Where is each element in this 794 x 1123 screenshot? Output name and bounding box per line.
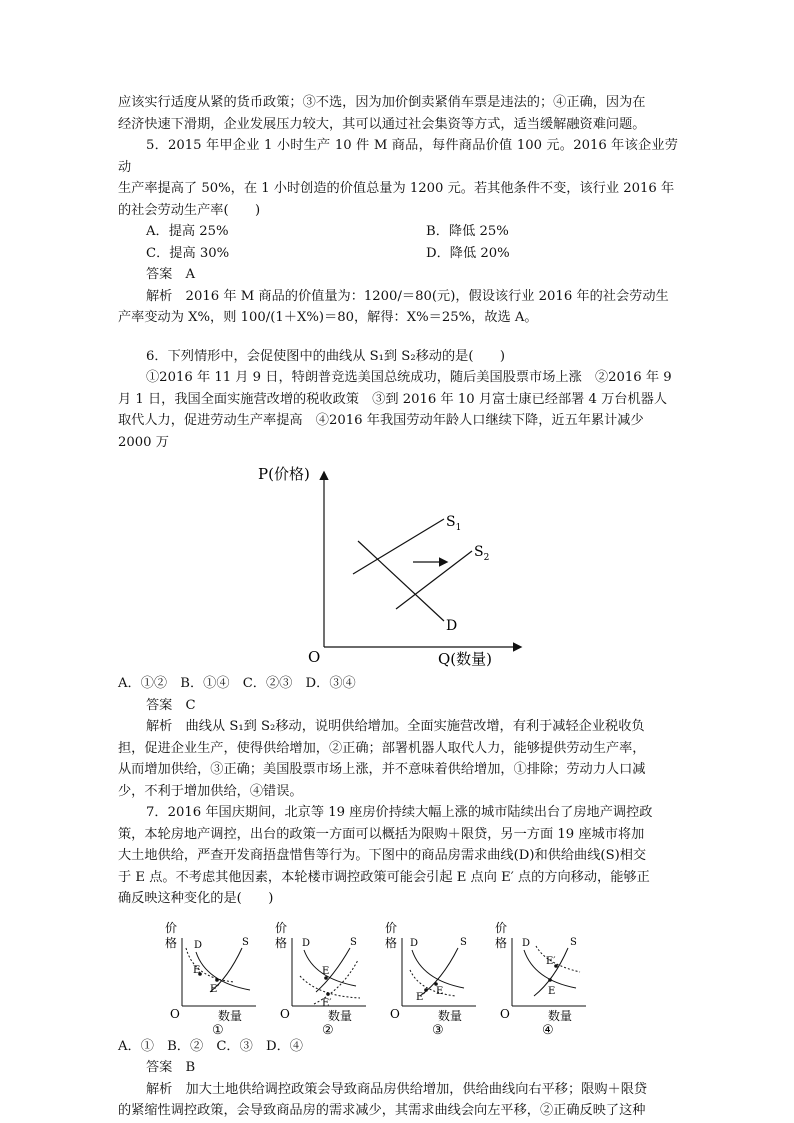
small-diagram-1: [160, 920, 256, 1036]
explanation: 解析 加大土地供给调控政策会导致商品房供给增加，供给曲线向右平移；限购＋限贷: [146, 1081, 648, 1097]
question-5: 5．2015 年甲企业 1 小时生产 10 件 M 商品，每件商品价值 100 元。2016 年该企业劳动: [118, 138, 678, 175]
svg-text:价: 价: [495, 920, 508, 935]
svg-text:S: S: [570, 936, 577, 948]
options: A．① B．② C．③ D．④: [118, 1038, 303, 1054]
text-line: ①2016 年 11 月 9 日，特朗普竞选美国总统成功，随后美国股票市场上涨 ②2016 年 9: [146, 370, 672, 385]
document-page: [118, 92, 678, 1122]
text-line: 月 1 日，我国全面实施营改增的税收政策 ③到 2016 年 10 月富士康已经部署 4 万台机器人: [118, 391, 668, 407]
svg-text:数量: 数量: [328, 1008, 353, 1023]
origin-label: O: [308, 648, 321, 666]
s2-curve: [396, 551, 472, 609]
svg-text:格: 格: [495, 935, 508, 950]
text-line: 的社会劳动生产率( ): [118, 202, 261, 218]
svg-text:数量: 数量: [218, 1008, 243, 1023]
answer: 答案 C: [146, 697, 196, 713]
svg-text:④: ④: [542, 1022, 554, 1038]
text-line: 担，促进企业生产，使得供给增加，②正确；部署机器人取代人力，能够提供劳动生产率，: [118, 740, 646, 756]
svg-text:O: O: [170, 1006, 180, 1021]
options: A．①② B．①④ C．②③ D．③④: [118, 676, 356, 691]
svg-text:②: ②: [322, 1022, 334, 1038]
svg-text:D: D: [410, 937, 419, 949]
options-row: [118, 243, 678, 265]
svg-text:S: S: [350, 936, 357, 948]
options-row: [118, 221, 678, 243]
option-a: A．提高 25%: [146, 224, 229, 239]
svg-text:S: S: [460, 936, 467, 948]
d-label: D: [446, 618, 458, 634]
svg-text:E′: E′: [546, 955, 556, 967]
svg-text:价: 价: [165, 920, 178, 935]
svg-text:格: 格: [385, 935, 398, 950]
small-diagram-2: [270, 920, 366, 1036]
svg-text:格: 格: [275, 935, 288, 950]
supply-demand-diagram: [258, 459, 528, 669]
option-d: D．降低 20%: [426, 245, 510, 261]
svg-text:③: ③: [432, 1022, 444, 1038]
svg-text:价: 价: [385, 920, 398, 935]
question-6: 6．下列情形中，会促使图中的曲线从 S₁到 S₂移动的是( ): [146, 348, 506, 364]
svg-text:E: E: [436, 985, 444, 997]
text-line: 2000 万: [118, 434, 169, 450]
option-c: C．提高 30%: [146, 245, 230, 261]
svg-text:D: D: [194, 939, 203, 951]
svg-text:S: S: [242, 936, 249, 948]
text-line: 策，本轮房地产调控，出台的政策一方面可以概括为限购＋限贷，另一方面 19 座城市将加: [118, 826, 645, 842]
option-b: B．降低 25%: [426, 224, 509, 239]
svg-text:数量: 数量: [548, 1008, 573, 1023]
svg-text:E: E: [193, 964, 201, 976]
text-line: 少，不利于增加供给，④错误。: [118, 783, 303, 799]
s1-label: $S_1$: [446, 514, 462, 533]
svg-text:O: O: [390, 1006, 400, 1021]
question-7: 7．2016 年国庆期间，北京等 19 座房价持续大幅上涨的城市陆续出台了房地产调控政: [146, 805, 653, 820]
svg-text:E′: E′: [416, 991, 426, 1003]
text-line: 取代人力，促进劳动生产率提高 ④2016 年我国劳动年龄人口继续下降，近五年累计减少: [118, 413, 644, 428]
small-diagram-3: [380, 920, 476, 1036]
text-line: 从而增加供给，③正确；美国股票市场上涨，并不意味着供给增加，①排除；劳动力人口减: [118, 762, 646, 777]
y-axis-label: P(价格): [258, 465, 310, 483]
text-line: 大土地供给，严查开发商捂盘惜售等行为。下图中的商品房需求曲线(D)和供给曲线(S)相交: [118, 848, 647, 863]
explanation: 解析 曲线从 S₁到 S₂移动，说明供给增加。全面实施营改增，有利于减轻企业税收负: [146, 719, 645, 734]
text-line: 于 E 点。不考虑其他因素，本轮楼市调控政策可能会引起 E 点向 E′ 点的方向移动，能够正: [118, 869, 650, 885]
text-line: 产率变动为 X%，则 100/(1＋X%)＝80，解得：X%＝25%，故选 A。: [118, 310, 538, 325]
svg-text:O: O: [500, 1006, 510, 1021]
svg-text:格: 格: [165, 935, 178, 950]
svg-text:数量: 数量: [438, 1008, 463, 1023]
svg-text:E: E: [322, 965, 330, 977]
small-figures-row: [160, 920, 678, 1036]
explanation: 解析 2016 年 M 商品的价值量为：1200/＝80(元)，假设该行业 2016 年的社会劳动生: [146, 288, 669, 304]
x-axis-label: Q(数量): [438, 650, 493, 668]
svg-text:①: ①: [212, 1022, 224, 1038]
s1-curve: [353, 519, 444, 574]
text-line: 应该实行适度从紧的货币政策；③不选，因为加价倒卖紧俏车票是违法的；④正确，因为在: [118, 95, 646, 110]
svg-text:D: D: [522, 937, 531, 949]
svg-text:价: 价: [275, 920, 288, 935]
text-line: 确反映这种变化的是( ): [118, 891, 274, 906]
svg-text:E′: E′: [210, 983, 220, 995]
svg-text:E′: E′: [322, 997, 332, 1009]
demand-curve: [358, 541, 444, 621]
answer: 答案 A: [146, 267, 196, 282]
svg-text:O: O: [280, 1006, 290, 1021]
s2-label: $S_2$: [474, 544, 490, 563]
svg-text:E: E: [548, 985, 556, 997]
svg-text:D: D: [302, 937, 311, 949]
answer: 答案 B: [146, 1060, 196, 1075]
small-diagram-4: [490, 920, 586, 1036]
text-line: 的紧缩性调控政策，会导致商品房的需求减少，其需求曲线会向左平移，②正确反映了这种: [118, 1103, 646, 1118]
text-line: 经济快速下滑期，企业发展压力较大，其可以通过社会集资等方式，适当缓解融资难问题。: [118, 116, 646, 132]
text-line: 生产率提高了 50%，在 1 小时创造的价值总量为 1200 元。若其他条件不变，该行业 2016 年: [118, 181, 675, 196]
